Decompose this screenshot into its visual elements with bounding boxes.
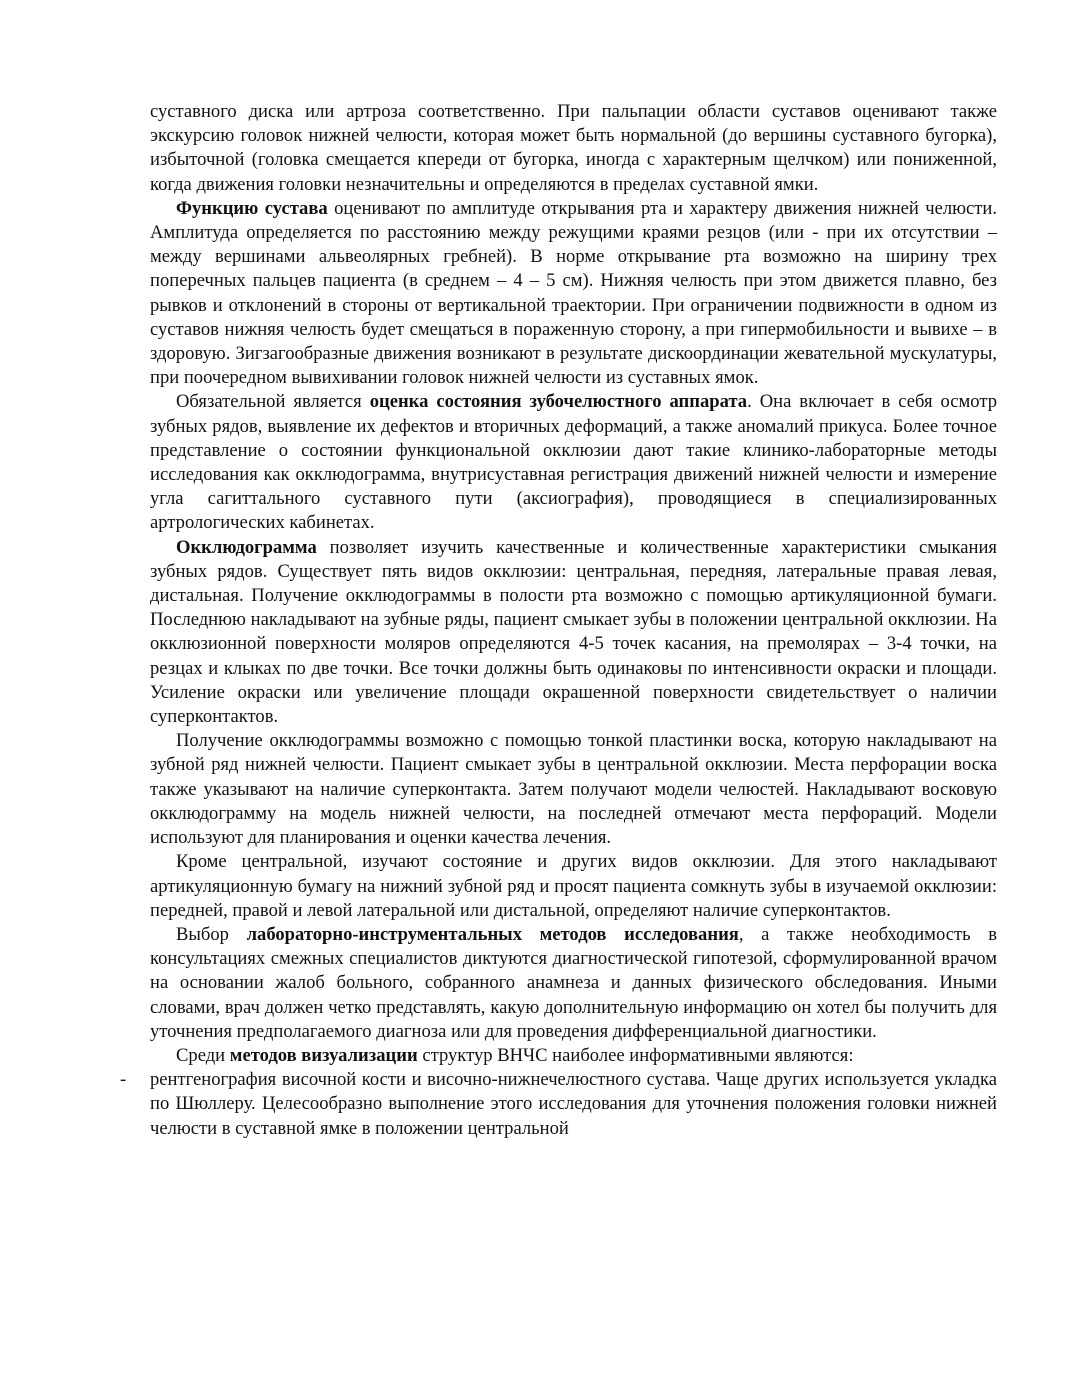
- list-bullet-mark: -: [120, 1069, 127, 1091]
- bold-term: методов визуализации: [229, 1044, 418, 1066]
- document-page: [120, 100, 997, 1141]
- paragraph: [150, 536, 997, 730]
- paragraph: [150, 100, 997, 197]
- bold-term: Окклюдограмма: [176, 536, 317, 558]
- bold-term: оценка состояния зубочелюстного аппарата: [369, 391, 748, 413]
- paragraph: [150, 1044, 997, 1068]
- paragraph-text: Получение окклюдограммы возможно с помощью тонкой пластинки воска, которую накладывают на зубной ряд нижней челюсти. Пациент смыкает зубы в центральной окклюзии. Места перфорации воска также указывают на наличие суперконтакта. Затем получают модели челюстей. Накладывают восковую окклюдограмму на модель нижней челюсти, на последней отмечают места перфораций. Модели используют для планирования и оценки качества лечения.: [150, 730, 997, 849]
- list-item: [120, 1068, 997, 1141]
- paragraph: [150, 729, 997, 850]
- bold-term: Функцию сустава: [176, 197, 328, 219]
- document-body: [150, 100, 997, 1068]
- bold-term: лабораторно-инструментальных методов исследования: [246, 923, 739, 945]
- paragraph-text: , а также необходимость в консультациях смежных специалистов диктуются диагностической гипотезой, сформулированной врачом на основании жалоб больного, собранного анамнеза и данных физического обследования. Иными словами, врач должен четко представлять, какую дополнительную информацию он хотел бы получить для уточнения предполагаемого диагноза или для проведения дифференциальной диагностики.: [150, 923, 997, 1042]
- paragraph-text: Обязательной является: [176, 391, 370, 413]
- paragraph: [150, 197, 997, 391]
- paragraph-text: структур ВНЧС наиболее информативными являются:: [417, 1044, 854, 1066]
- paragraph-text: Кроме центральной, изучают состояние и других видов окклюзии. Для этого накладывают артикуляционную бумагу на нижний зубной ряд и просят пациента сомкнуть зубы в изучаемой окклюзии: передней, правой и левой латеральной или дистальной, определяют наличие суперконтактов.: [150, 851, 997, 921]
- paragraph-text: позволяет изучить качественные и количественные характеристики смыкания зубных рядов. Существует пять видов окклюзии: центральная, передняя, латеральные правая левая, дистальная. Получение окклюдограммы в полости рта возможно с помощью артикуляционной бумаги. Последнюю накладывают на зубные ряды, пациент смыкает зубы в положении центральной окклюзии. На окклюзионной поверхности моляров определяются 4-5 точек касания, на премолярах – 3-4 точки, на резцах и клыках по две точки. Все точки должны быть одинаковы по интенсивности окраски и площади. Усиление окраски или увеличение площади окрашенной поверхности свидетельствует о наличии суперконтактов.: [150, 536, 997, 728]
- paragraph-text: оценивают по амплитуде открывания рта и характеру движения нижней челюсти. Амплитуда определяется по расстоянию между режущими краями резцов (или - при их отсутствии – между вершинами альвеолярных гребней). В норме открывание рта возможно на ширину трех поперечных пальцев пациента (в среднем – 4 – 5 см). Нижняя челюсть при этом движется плавно, без рывков и отклонений в стороны от вертикальной траектории. При ограничении подвижности в одном из суставов нижняя челюсть будет смещаться в пораженную сторону, а при гипермобильности и вывихе – в здоровую. Зигзагообразные движения возникают в результате дискоординации жевательной мускулатуры, при поочередном вывихивании головок нижней челюсти из суставных ямок.: [150, 197, 997, 389]
- paragraph-text: Среди: [176, 1044, 230, 1066]
- paragraph-text: . Она включает в себя осмотр зубных рядов, выявление их дефектов и вторичных деформаций, а также аномалий прикуса. Более точное представление о состоянии функциональной окклюзии дают такие клинико-лабораторные методы исследования как окклюдограмма, внутрисуставная регистрация движений нижней челюсти и измерение угла сагиттального суставного пути (аксиография), проводящиеся в специализированных артрологических кабинетах.: [150, 391, 997, 534]
- paragraph: [150, 850, 997, 923]
- paragraph: [150, 923, 997, 1044]
- paragraph-text: суставного диска или артроза соответственно. При пальпации области суставов оценивают также экскурсию головок нижней челюсти, которая может быть нормальной (до вершины суставного бугорка), избыточной (головка смещается кпереди от бугорка, иногда с характерным щелчком) или пониженной, когда движения головки незначительны и определяются в пределах суставной ямки.: [150, 101, 997, 195]
- list-item-text: рентгенография височной кости и височно-нижнечелюстного сустава. Чаще других используется укладка по Шюллеру. Целесообразно выполнение этого исследования для уточнения положения головки нижней челюсти в суставной ямке в положении центральной: [150, 1069, 997, 1139]
- paragraph-text: Выбор: [176, 923, 247, 945]
- paragraph: [150, 390, 997, 535]
